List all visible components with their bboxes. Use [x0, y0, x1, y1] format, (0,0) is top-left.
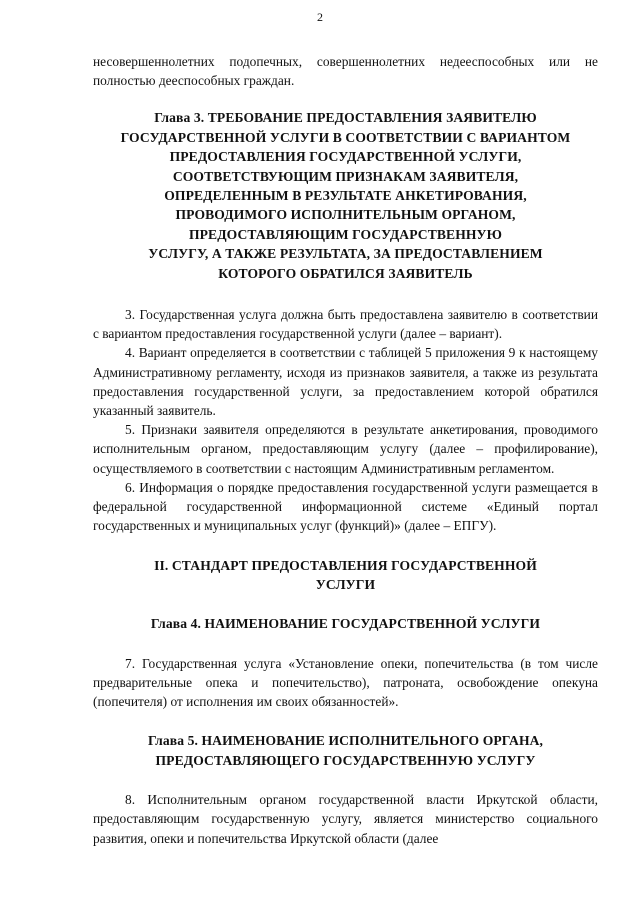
- heading-line: ПРЕДОСТАВЛЯЮЩИМ ГОСУДАРСТВЕННУЮ: [188, 226, 503, 242]
- heading-line: ПРЕДОСТАВЛЯЮЩЕГО ГОСУДАРСТВЕННУЮ УСЛУГУ: [155, 752, 536, 768]
- heading-line: ГОСУДАРСТВЕННОЙ УСЛУГИ В СООТВЕТСТВИИ С ВАРИАНТОМ: [120, 129, 571, 145]
- section-2-heading: [93, 556, 598, 595]
- heading-line: Глава 4. НАИМЕНОВАНИЕ ГОСУДАРСТВЕННОЙ УСЛУГИ: [150, 616, 541, 632]
- paragraph-3: 3. Государственная услуга должна быть предоставлена заявителю в соответствии с вариантом предоставления государственной услуги (далее – вариант).: [93, 307, 598, 342]
- chapter-3-heading: [93, 108, 598, 283]
- heading-line: ПРОВОДИМОГО ИСПОЛНИТЕЛЬНЫМ ОРГАНОМ,: [175, 207, 516, 223]
- heading-line: УСЛУГИ: [315, 576, 376, 592]
- heading-line: КОТОРОГО ОБРАТИЛСЯ ЗАЯВИТЕЛЬ: [218, 265, 473, 281]
- heading-line: СООТВЕТСТВУЮЩИМ ПРИЗНАКАМ ЗАЯВИТЕЛЯ,: [172, 168, 519, 184]
- heading-line: II. СТАНДАРТ ПРЕДОСТАВЛЕНИЯ ГОСУДАРСТВЕННОЙ: [154, 557, 537, 573]
- paragraph-6: 6. Информация о порядке предоставления государственной услуги размещается в федеральной государственной информационной системе «Единый портал государственных и муниципальных услуг (функций)» (далее – ЕПГУ).: [93, 479, 598, 534]
- heading-line: Глава 5. НАИМЕНОВАНИЕ ИСПОЛНИТЕЛЬНОГО ОРГАНА,: [147, 733, 544, 749]
- page-content: [93, 52, 598, 848]
- heading-line: ОПРЕДЕЛЕННЫМ В РЕЗУЛЬТАТЕ АНКЕТИРОВАНИЯ,: [164, 188, 527, 204]
- paragraph-5: 5. Признаки заявителя определяются в результате анкетирования, проводимого исполнительным органом, предоставляющим услугу (далее – профилирование), осуществляемого в соответствии с настоящим Административным регламентом.: [93, 422, 598, 476]
- heading-line: ПРЕДОСТАВЛЕНИЯ ГОСУДАРСТВЕННОЙ УСЛУГИ,: [169, 149, 522, 165]
- paragraph-7: 7. Государственная услуга «Установление опеки, попечительства (в том числе предварительные опека и попечительство), патроната, освобождение опекуна (попечителя) от исполнения им своих обязанностей».: [93, 655, 598, 710]
- chapter-4-heading: [93, 614, 598, 633]
- chapter-5-heading: [93, 731, 598, 770]
- paragraph-4: 4. Вариант определяется в соответствии с таблицей 5 приложения 9 к настоящему Административному регламенту, исходя из признаков заявителя, а также из результата предоставления государственной услуги, за предоставлением которой обратился указанный заявитель.: [93, 345, 598, 419]
- paragraph-8: 8. Исполнительным органом государственной власти Иркутской области, предоставляющим государственную услугу, является министерство социального развития, опеки и попечительства Иркутской области (далее: [93, 792, 598, 846]
- heading-line: Глава 3. ТРЕБОВАНИЕ ПРЕДОСТАВЛЕНИЯ ЗАЯВИТЕЛЮ: [154, 110, 537, 126]
- intro-paragraph: несовершеннолетних подопечных, совершеннолетних недееспособных или не полностью дееспособных граждан.: [93, 54, 598, 89]
- page-number: 2: [317, 10, 323, 24]
- heading-line: УСЛУГУ, А ТАКЖЕ РЕЗУЛЬТАТА, ЗА ПРЕДОСТАВЛЕНИЕМ: [148, 246, 543, 262]
